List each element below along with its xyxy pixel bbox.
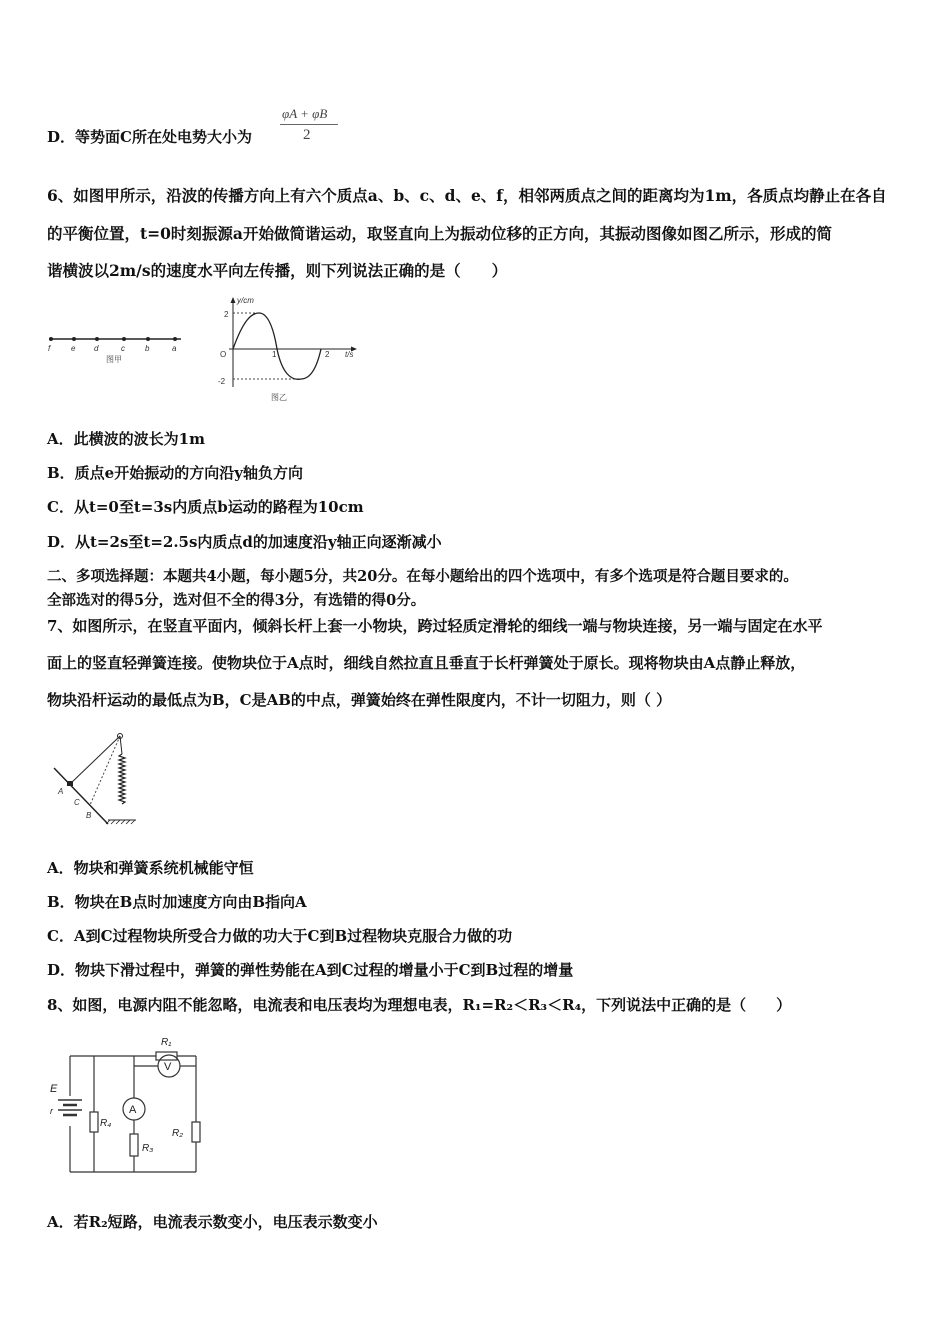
fraction-denominator: 2 [303, 127, 311, 143]
xlabel: t/s [345, 350, 354, 359]
label-a: A [58, 787, 64, 796]
label-r1: R₁ [161, 1037, 172, 1048]
fraction-bar [280, 124, 338, 125]
ylabel: y/cm [237, 296, 254, 305]
section2-heading-line2: 全部选对的得5分，选对但不全的得3分，有选错的得0分。 [47, 592, 426, 609]
point-label-c: c [121, 344, 125, 353]
q7-stem-line2: 面上的竖直轻弹簧连接。使物块位于A点时，细线自然拉直且垂直于长杆弹簧处于原长。现将物块由A点静止释放， [47, 654, 806, 672]
q7-option-b: B．物块在B点时加速度方向由B指向A [47, 893, 307, 911]
ammeter-label: A [129, 1104, 137, 1116]
q7-option-c: C．A到C过程物块所受合力做的功大于C到B过程物块克服合力做的功 [47, 927, 513, 945]
fraction-numerator: φA + φB [282, 106, 328, 121]
label-r2: R₂ [172, 1128, 184, 1139]
section2-heading-line1: 二、多项选择题：本题共4小题，每小题5分，共20分。在每小题给出的四个选项中，有多个选项是符合题目要求的。 [47, 568, 798, 585]
x2-label: 2 [325, 350, 330, 359]
label-c: C [74, 798, 80, 807]
y-pos-label: 2 [224, 310, 229, 319]
option-d-q5: D．等势面C所在处电势大小为 [47, 128, 252, 146]
figure-a-caption: 图甲 [106, 355, 122, 364]
point-label-b: b [145, 344, 150, 353]
q6-figure-b [215, 295, 365, 405]
origin-label: O [220, 350, 227, 359]
q8-circuit [46, 1028, 216, 1178]
q6-option-d: D．从t=2s至t=2.5s内质点d的加速度沿y轴正向逐渐减小 [47, 533, 442, 551]
q6-figure-a [45, 330, 185, 370]
q6-stem-line3: 谐横波以2m/s的速度水平向左传播，则下列说法正确的是（ ） [47, 261, 508, 280]
q7-option-d: D．物块下滑过程中，弹簧的弹性势能在A到C过程的增量小于C到B过程的增量 [47, 961, 574, 979]
voltmeter-label: V [164, 1061, 172, 1073]
q7-option-a: A．物块和弹簧系统机械能守恒 [47, 859, 254, 877]
q7-stem-line3: 物块沿杆运动的最低点为B，C是AB的中点，弹簧始终在弹性限度内，不计一切阻力，则（ ） [47, 691, 672, 709]
x1-label: 1 [272, 350, 277, 359]
sine-curve [233, 313, 321, 379]
label-r3: R₃ [142, 1143, 154, 1154]
q6-stem-line2: 的平衡位置，t=0时刻振源a开始做简谐运动，取竖直向上为振动位移的正方向，其振动图像如图乙所示，形成的简 [47, 224, 832, 243]
figure-b-caption: 图乙 [271, 393, 287, 402]
q8-option-a: A．若R₂短路，电流表示数变小，电压表示数变小 [47, 1213, 378, 1231]
q7-figure [50, 728, 150, 828]
point-label-e: e [71, 344, 76, 353]
q6-option-c: C．从t=0至t=3s内质点b运动的路程为10cm [47, 498, 364, 516]
q6-option-a: A．此横波的波长为1m [47, 430, 205, 448]
label-internal-r: r [50, 1106, 53, 1116]
y-neg-label: -2 [218, 377, 226, 386]
q6-stem-line1: 6、如图甲所示，沿波的传播方向上有六个质点a、b、c、d、e、f，相邻两质点之间的距离均为1m，各质点均静止在各自 [47, 186, 887, 205]
label-b: B [86, 811, 92, 820]
point-label-d: d [94, 344, 99, 353]
label-r4: R₄ [100, 1118, 112, 1129]
q7-stem-line1: 7、如图所示，在竖直平面内，倾斜长杆上套一小物块，跨过轻质定滑轮的细线一端与物块连接，另一端与固定在水平 [47, 617, 823, 635]
point-label-a: a [172, 344, 177, 353]
q6-option-b: B．质点e开始振动的方向沿y轴负方向 [47, 464, 303, 482]
q8-stem: 8、如图，电源内阻不能忽略，电流表和电压表均为理想电表，R₁=R₂＜R₃＜R₄，下列说法中正确的是（ ） [47, 996, 792, 1014]
label-emf: E [50, 1083, 58, 1095]
point-label-f: f [48, 344, 51, 353]
